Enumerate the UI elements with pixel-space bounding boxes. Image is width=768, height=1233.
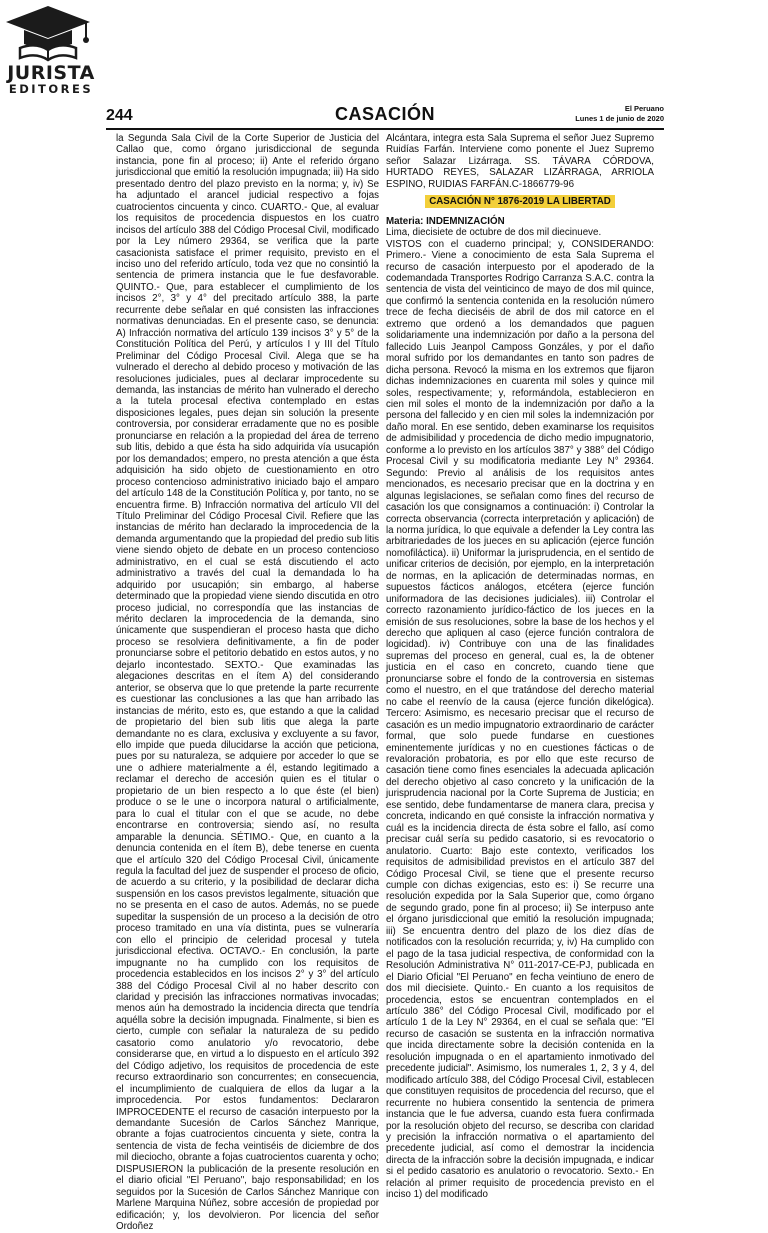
publication-info — [575, 104, 664, 124]
right-column — [386, 133, 654, 1201]
case-title-label: CASACIÓN N° 1876-2019 LA LIBERTAD — [425, 195, 615, 208]
logo-subtitle: EDITORES — [8, 82, 94, 96]
publication-name: El Peruano — [624, 104, 664, 113]
materia-line: Materia: INDEMNIZACIÓN — [386, 215, 505, 227]
date-line: Lima, diecisiete de octubre de dos mil diecinueve. — [386, 227, 602, 239]
page-number: 244 — [106, 107, 133, 124]
section-title: CASACIÓN — [334, 104, 435, 124]
page-header — [106, 104, 664, 130]
right-column-text: VISTOS con el cuaderno principal; y, CONSIDERANDO: Primero.- Viene a conocimiento de esta Sala Suprema el recurso de casación interpuesto por el apoderado de la codemandada Transportes Rodrigo Carranza S.A.C. contra la sentencia de vista del veinticinco de mayo de dos mil quince, que confirmó la sentencia contenida en la resolución número trece de fecha dieciséis de abril de dos mil catorce en el extremo que ordenó a los demandados que paguen solidariamente una indemnización por daño a la persona del fallecido Luis Jeanpol Camposs Gonzáles, y por el daño moral sufrido por los demandantes en tanto son padres de dicha persona. Revocó la misma en los extremos que fijaron dichas indemnizaciones en cuarenta mil soles y quince mil soles, respectivamente; y, reformándola, establecieron en cien mil soles el monto de la indemnización por daño a la persona del fallecido y en cien mil soles la indemnización por daño moral. En ese sentido, deben examinarse los requisitos de admisibilidad y procedencia de dicho medio impugnatorio, conforme a lo previsto en los artículos 387° y 388° del Código Procesal Civil y su modificatoria mediante Ley N° 29364. Segundo: Previo al análisis de los requisitos antes mencionados, es necesario precisar que en la doctrina y en algunas legislaciones, se señalan como fines del recurso de casación los que consignamos a continuación: i) Controlar la correcta observancia (correcta interpretación y aplicación) de la norma jurídica, lo que equivale a defender la Ley contra las arbitrariedades de los jueces en su aplicación (ejerce función nomofiláctica). ii) Uniformar la jurisprudencia, en el sentido de unificar criterios de decisión, por ejemplo, en la interpretación de normas, en la aplicación de determinadas normas, en supuestos fácticos análogos, etcétera (ejerce función uniformadora de las decisiones judiciales). iii) Controlar el correcto razonamiento jurídico-fáctico de los jueces en la emisión de sus resoluciones, sobre la base de los hechos y el derecho que apliquen al caso (ejerce función contralora de logicidad). iv) Contribuye con una de las finalidades supremas del proceso en general, cual es, la de obtener justicia en el caso en concreto, cuando tiene que pronunciarse sobre el fondo de la controversia en sistemas como el nuestro, en el que tratándose del derecho material no cabe el reenvío de la causa (ejerce función dikelógica). Tercero: Asimismo, es necesario precisar que el recurso de casación es un medio impugnatorio extraordinario de carácter formal, que solo puede fundarse en cuestiones eminentemente jurídicas y no en cuestiones fácticas o de revaloración probatoria, es por ello que este recurso de casación tiene como fines esenciales la adecuada aplicación del derecho objetivo al caso concreto y la unificación de la jurisprudencia nacional por la Corte Suprema de Justicia; en ese sentido, debe fundamentarse de manera clara, precisa y concreta, indicando en qué consiste la infracción normativa y cuál es la incidencia directa de ésta sobre el fallo, así como precisar cuál sería su pedido casatorio, si es revocatorio o anulatorio. Cuarto: Bajo este contexto, verificados los requisitos de admisibilidad previstos en el artículo 387 del Código Procesal Civil, se tiene que el presente recurso cumple con dichas exigencias, esto es: i) Se recurre una resolución expedida por la Sala Superior que, como órgano de segundo grado, pone fin al proceso; ii) Se interpuso ante el órgano jurisdiccional que emitió la resolución impugnada; iii) Se encuentra dentro del plazo de los diez días de notificados con la resolución recurrida; y, iv) Ha cumplido con el pago de la tasa judicial respectiva, de conformidad con la Resolución Administrativa N° 011-2017-CE-PJ, publicada en el Diario Oficial "El Peruano" en fecha veintiuno de enero de dos mil diecisiete. Quinto.- En cuanto a los requisitos de procedencia, estos se encuentran contemplados en el artículo 386° del Código Procesal Civil, modificado por el artículo 1 de la Ley N° 29364, en el cual se señala que: "El recurso de casación se sustenta en la infracción normativa que incida directamente sobre la decisión contenida en la resolución impugnada o en el apartamiento inmotivado del precedente judicial". Asimismo, los numerales 1, 2, 3 y 4, del modificado artículo 388, del Código Procesal Civil, establecen que constituyen requisitos de procedencia del recurso, que el recurrente no hubiera consentido la sentencia de primera instancia que le fue adversa, cuando esta fuera confirmada por la resolución objeto del recurso, se describa con claridad y precisión la infracción normativa o el apartamiento del precedente judicial, así como el demostrar la incidencia directa de la infracción sobre la decisión impugnada, e indicar si el pedido casatorio es anulatorio o revocatorio. Sexto.- En relación al primer requisito de procedencia previsto en el inciso 1) del modificado — [386, 238, 654, 1201]
logo-name: JURISTA — [7, 62, 95, 84]
left-column-text: la Segunda Sala Civil de la Corte Superior de Justicia del Callao que, como órgano jurisdiccional de segunda instancia, pone fin al proceso; ii) Ante el referido órgano jurisdiccional que emitió la resolución impugnada; iii) Ha sido presentado dentro del plazo previsto en la norma; y, iv) Se ha adjuntado el arancel judicial respectivo a fojas cuatrocientos cincuenta y cinco. CUARTO.- Que, al evaluar los requisitos de procedencia dispuestos en los cuatro incisos del artículo 388 del Código Procesal Civil, modificado por la Ley número 29364, se verifica que la parte casacionista satisface el primer requisito, previsto en el inciso uno del referido artículo, toda vez que no consintió la sentencia de primera instancia que le fue desfavorable. QUINTO.- Que, para establecer el cumplimiento de los incisos 2°, 3° y 4° del precitado artículo 388, la parte recurrente debe señalar en qué consisten las infracciones normativas denunciadas. En el presente caso, se denuncia: A) Infracción normativa del artículo 139 incisos 3° y 5° de la Constitución Política del Perú, y artículos I y III del Título Preliminar del Código Procesal Civil. Alega que se ha vulnerado el derecho al debido proceso y motivación de las resoluciones judiciales, pues al declarar improcedente su demanda, las instancias de mérito han vulnerado el derecho a la tutela procesal efectiva contemplado en estas disposiciones legales, pues dejan sin solución la presente controversia, por considerar erradamente que no es posible pronunciarse en relación a la propiedad del área de terreno sub litis, debido a que ésta ha sido adquirida vía usucapión por los demandados; empero, no presta atención a que ésta adquisición ha sido objeto de cuestionamiento en otro proceso contencioso administrativo iniciado bajo el amparo del artículo 148 de la Constitución Política y, por tanto, no se encuentra firme. B) Infracción normativa del artículo VII del Título Preliminar del Código Procesal Civil. Refiere que las instancias de mérito han declarado la improcedencia de la demanda argumentando que la propiedad del predio sub litis viene siendo objeto de debate en un proceso contencioso administrativo, en el cual se está discutiendo el acto administrativo a través del cual la demandada lo ha adquirido por usucapión; sin embargo, al haberse determinado que la propiedad viene siendo discutida en otro proceso judicial, no correspondía que las instancias de mérito declaren la improcedencia de la demanda, sino únicamente que suspendieran el proceso hasta que dicho proceso se resolviera definitivamente, a fin de poder pronunciarse sobre el petitorio debatido en estos autos, y no dejarlo incontestado. SEXTO.- Que examinadas las alegaciones descritas en el ítem A) del considerando anterior, se observa que lo que pretende la parte recurrente es cuestionar las conclusiones a las que han arribado las instancias de mérito, esto es, que estando a que la calidad de propietario del bien sub litis que alega la parte demandante no es clara, exclusiva y excluyente a su favor, ello impide que pueda dilucidarse la acción que peticiona, pues por su naturaleza, se adquiere por acceder lo que se une o adhiere materialmente a él, estando legitimado a reclamar el derecho de accesión quien es el titular o propietario de un bien respecto a lo que éste (el bien) produce o se le une o incorpora natural o artificialmente, para lo cual el titular con el que se acude, no debe encontrarse en controversia; siendo así, no resulta amparable la denuncia. SÉTIMO.- Que, en cuanto a la denuncia contenida en el ítem B), debe tenerse en cuenta que el artículo 320 del Código Procesal Civil, únicamente regula la facultad del juez de suspender el proceso de oficio, de acuerdo a su criterio, y la posibilidad de declarar dicha suspensión en los casos previstos legalmente, situación que no se presenta en el caso de autos. Además, no se puede supeditar la suspensión de un proceso a la decisión de otro proceso tramitado en una vía distinta, pues se vulneraría con ello el principio de celeridad procesal y tutela jurisdiccional efectiva. OCTAVO.- En conclusión, la parte impugnante no ha cumplido con los requisitos de procedencia establecidos en los incisos 2° y 3° del artículo 388 del Código Procesal Civil al no haber descrito con claridad y precisión las infracciones normativas invocadas; menos aún ha demostrado la incidencia directa que tendría aquélla sobre la decisión impugnada. Finalmente, si bien es cierto, cumple con señalar la naturaleza de su pedido casatorio como anulatorio y/o revocatorio, debe considerarse que, en virtud a lo dispuesto en el artículo 392 del Código adjetivo, los requisitos de procedencia de este recurso extraordinario son concurrentes; en consecuencia, el incumplimiento de cualquiera de ellos da lugar a la improcedencia. Por estos fundamentos: Declararon IMPROCEDENTE el recurso de casación interpuesto por la demandante Sucesión de Carlos Sánchez Manrique, obrante a fojas cuatrocientos cincuenta y siete, contra la sentencia de vista de fecha veintiséis de diciembre de dos mil dieciocho, obrante a fojas cuatrocientos cuarenta y ocho; DISPUSIERON la publicación de la presente resolución en el diario oficial "El Peruano", bajo responsabilidad; en los seguidos por la Sucesión de Carlos Sánchez Manrique con Marlene Marquina Núñez, sobre accesión de propiedad por edificación; y, los devolvieron. Por licencia del señor Ordoñez — [116, 133, 379, 1233]
graduation-cap-book-icon — [2, 2, 98, 64]
left-column — [116, 133, 379, 1233]
right-column-intro: Alcántara, integra esta Sala Suprema el señor Juez Supremo Ruidías Farfán. Interviene como ponente el Juez Supremo señor Salazar Lizárraga. SS. TÁVARA CÓRDOVA, HURTADO REYES, SALAZAR LIZÁRRAGA, ARRIOLA ESPINO, RUIDIAS FARFÁN.C-1866779-96 — [386, 133, 654, 190]
case-title — [386, 196, 654, 207]
publisher-logo — [0, 0, 100, 100]
publication-date: Lunes 1 de junio de 2020 — [575, 114, 664, 123]
